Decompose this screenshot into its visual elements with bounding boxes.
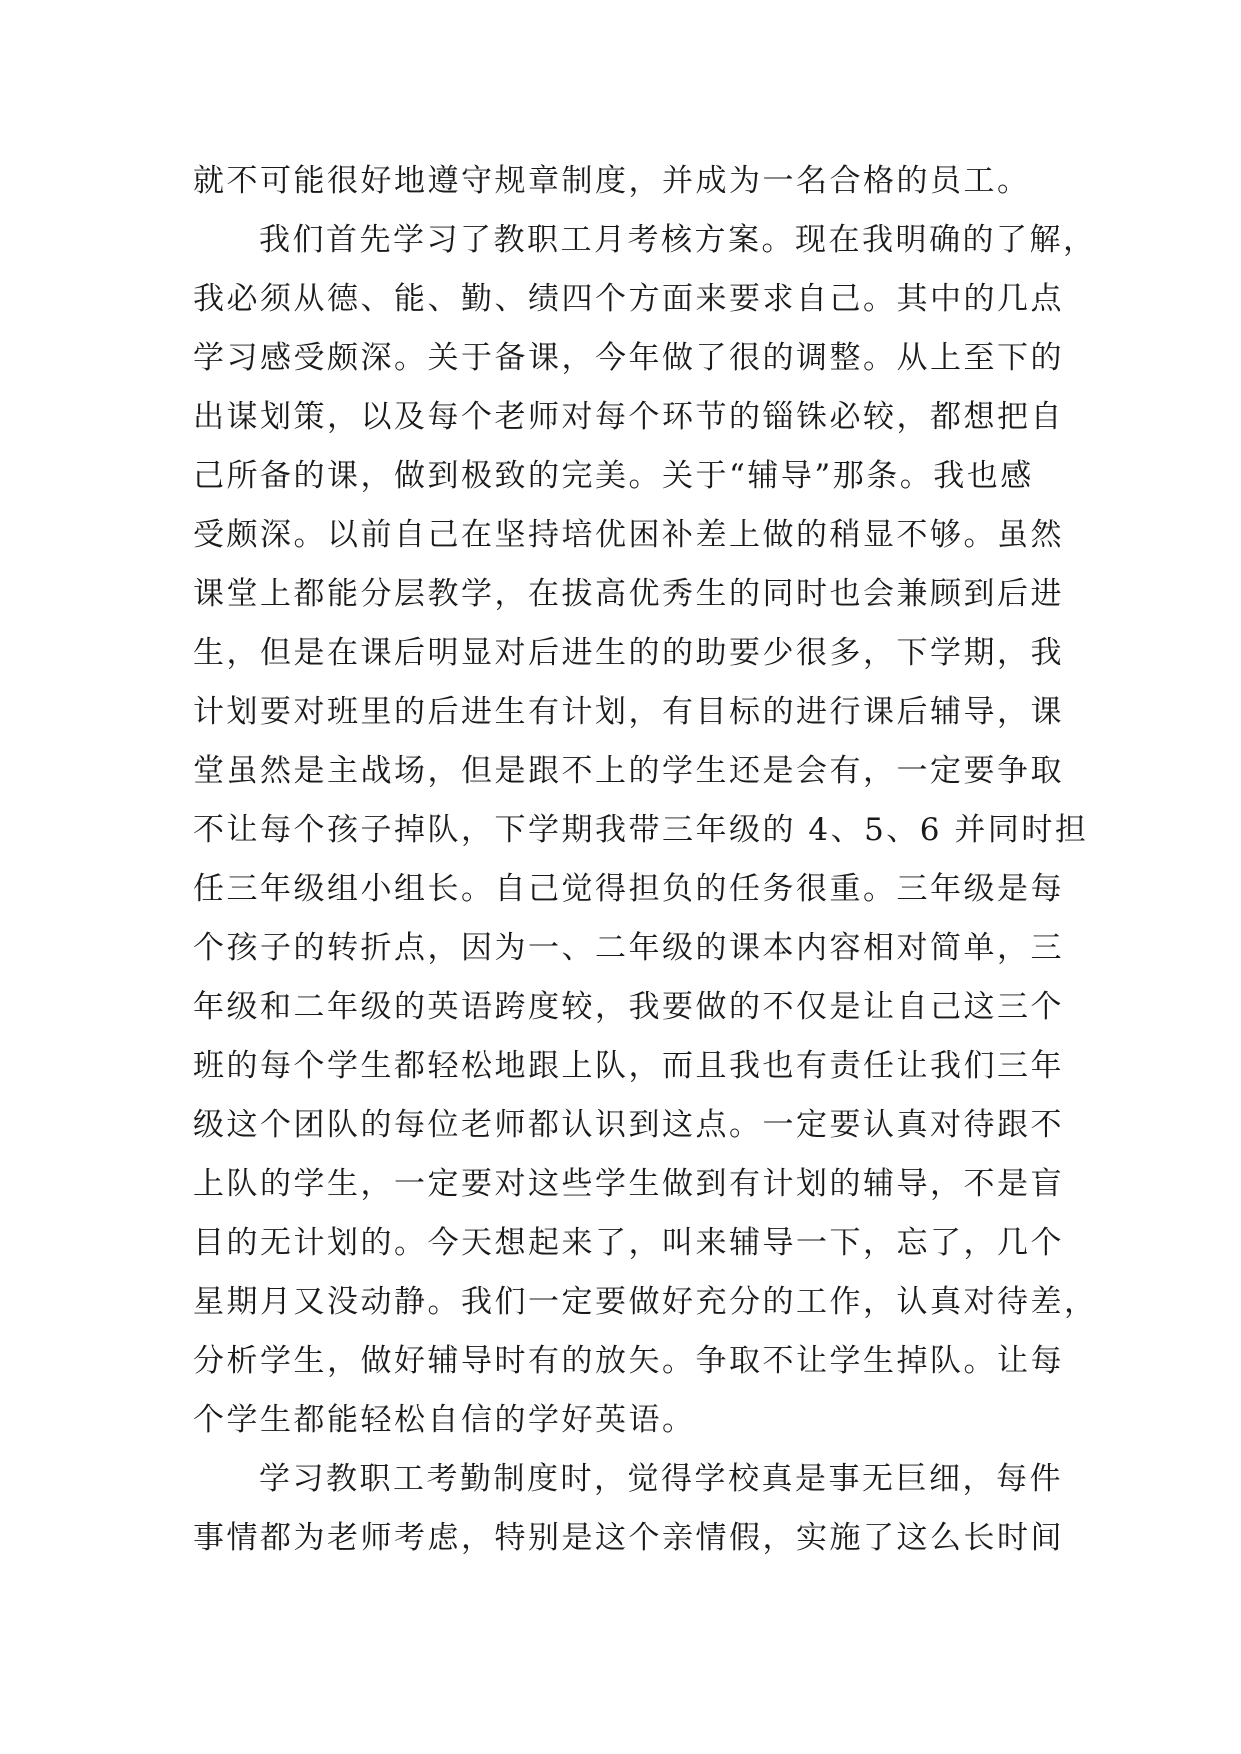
text-line: 学习感受颇深。关于备课，今年做了很的调整。从上至下的 [193,340,1064,376]
text-line: 出谋划策，以及每个老师对每个环节的锱铢必较，都想把自 [193,399,1064,435]
text-line: 任三年级组小组长。自己觉得担负的任务很重。三年级是每 [193,871,1064,907]
text-line: 己所备的课，做到极致的完美。关于“辅导”那条。我也感 [193,458,1034,494]
text-line: 分析学生，做好辅导时有的放矢。争取不让学生掉队。让每 [193,1343,1064,1379]
text-line: 我必须从德、能、勤、绩四个方面来要求自己。其中的几点 [193,281,1064,317]
text-line: 计划要对班里的后进生有计划，有目标的进行课后辅导，课 [193,694,1064,730]
text-line: 我们首先学习了教职工月考核方案。现在我明确的了解， [259,222,1097,258]
text-line: 学习教职工考勤制度时，觉得学校真是事无巨细，每件 [259,1461,1063,1497]
body-text [193,152,1098,1568]
text-line: 堂虽然是主战场，但是跟不上的学生还是会有，一定要争取 [193,753,1064,789]
text-line: 级这个团队的每位老师都认识到这点。一定要认真对待跟不 [193,1107,1064,1143]
text-line: 星期月又没动静。我们一定要做好充分的工作，认真对待差， [193,1284,1098,1320]
text-line: 就不可能很好地遵守规章制度，并成为一名合格的员工。 [193,163,1031,199]
text-line: 个孩子的转折点，因为一、二年级的课本内容相对简单，三 [193,930,1064,966]
text-line: 目的无计划的。今天想起来了，叫来辅导一下，忘了，几个 [193,1225,1064,1261]
text-line: 不让每个孩子掉队，下学期我带三年级的 4、5、6 并同时担 [193,812,1089,848]
text-line: 上队的学生，一定要对这些学生做到有计划的辅导，不是盲 [193,1166,1064,1202]
text-line: 受颇深。以前自己在坚持培优困补差上做的稍显不够。虽然 [193,517,1064,553]
text-line: 事情都为老师考虑，特别是这个亲情假，实施了这么长时间 [193,1520,1064,1556]
text-line: 年级和二年级的英语跨度较，我要做的不仅是让自己这三个 [193,989,1064,1025]
text-line: 个学生都能轻松自信的学好英语。 [193,1402,696,1438]
text-line: 班的每个学生都轻松地跟上队，而且我也有责任让我们三年 [193,1048,1064,1084]
text-line: 课堂上都能分层教学，在拔高优秀生的同时也会兼顾到后进 [193,576,1064,612]
text-line: 生，但是在课后明显对后进生的的助要少很多，下学期，我 [193,635,1064,671]
